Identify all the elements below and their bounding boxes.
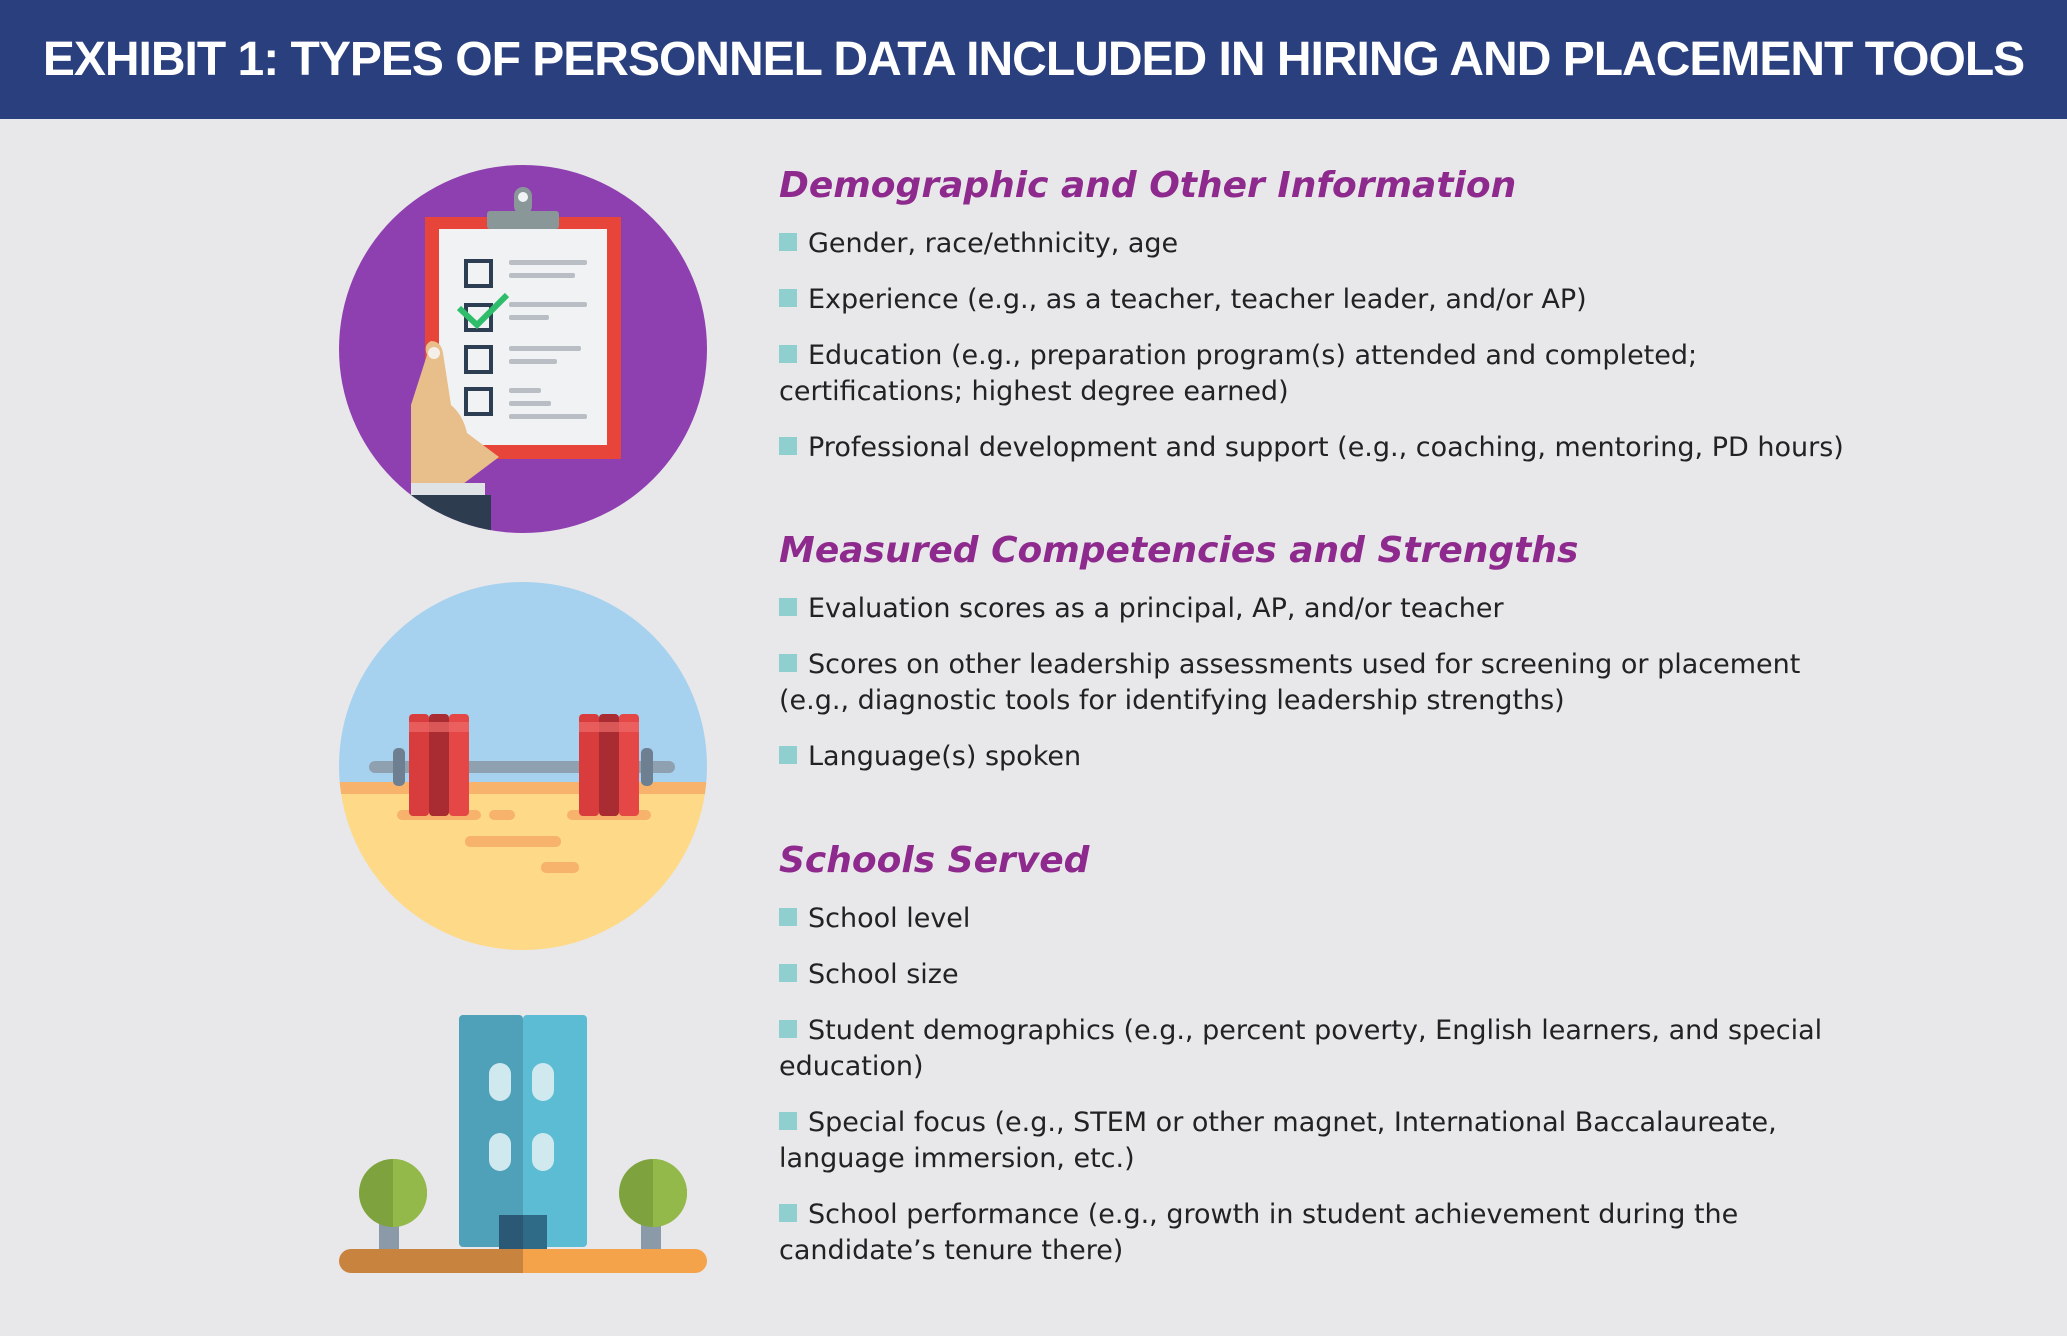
- list-item: [779, 901, 1859, 937]
- section-demographic: [779, 164, 2039, 486]
- section-schools-served: [779, 839, 2039, 1289]
- list-item-text: Student demographics (e.g., percent poverty, English learners, and special education): [779, 1015, 1823, 1082]
- barbell-icon: [339, 582, 707, 950]
- section-title: Schools Served: [779, 840, 1090, 881]
- bullet-square: [779, 654, 797, 672]
- list-item: [779, 1197, 1859, 1269]
- school-building-icon: [339, 1015, 707, 1277]
- item-list: [779, 591, 2039, 775]
- list-item: [779, 430, 1859, 466]
- bullet-square: [779, 1112, 797, 1130]
- list-item-text: School size: [808, 959, 959, 990]
- list-item-text: School level: [808, 903, 971, 934]
- list-item: [779, 338, 1859, 410]
- bullet-square: [779, 964, 797, 982]
- item-list: [779, 226, 2039, 466]
- bullet-square: [779, 437, 797, 455]
- bullet-square: [779, 233, 797, 251]
- list-item-text: Gender, race/ethnicity, age: [808, 228, 1179, 259]
- section-competencies: [779, 529, 2039, 795]
- bullet-square: [779, 908, 797, 926]
- list-item-text: Experience (e.g., as a teacher, teacher leader, and/or AP): [808, 284, 1587, 315]
- list-item-text: Education (e.g., preparation program(s) attended and completed; certifications; highest degree earned): [779, 340, 1698, 407]
- list-item-text: Special focus (e.g., STEM or other magnet, International Baccalaureate, language immersion, etc.): [779, 1107, 1777, 1174]
- item-list: [779, 901, 2039, 1269]
- bullet-square: [779, 289, 797, 307]
- list-item-text: School performance (e.g., growth in student achievement during the candidate’s tenure there): [779, 1199, 1739, 1266]
- list-item: [779, 1105, 1859, 1177]
- bullet-square: [779, 746, 797, 764]
- exhibit-header: [0, 0, 2067, 119]
- list-item-text: Evaluation scores as a principal, AP, and/or teacher: [808, 593, 1504, 624]
- list-item: [779, 226, 1859, 262]
- list-item-text: Language(s) spoken: [808, 741, 1082, 772]
- list-item: [779, 282, 1859, 318]
- section-title: Measured Competencies and Strengths: [779, 530, 1579, 571]
- list-item: [779, 591, 1859, 627]
- clipboard-checklist-icon: [339, 165, 707, 533]
- bullet-square: [779, 345, 797, 363]
- exhibit-title: EXHIBIT 1: TYPES OF PERSONNEL DATA INCLUDED IN HIRING AND PLACEMENT TOOLS: [42, 33, 2025, 86]
- bullet-square: [779, 598, 797, 616]
- bullet-square: [779, 1204, 797, 1222]
- list-item: [779, 647, 1859, 719]
- section-title: Demographic and Other Information: [779, 165, 1517, 206]
- list-item: [779, 957, 1859, 993]
- list-item-text: Scores on other leadership assessments used for screening or placement (e.g., diagnostic tools for identifying leadership strengths): [779, 649, 1801, 716]
- list-item: [779, 739, 1859, 775]
- list-item-text: Professional development and support (e.g., coaching, mentoring, PD hours): [808, 432, 1844, 463]
- list-item: [779, 1013, 1859, 1085]
- bullet-square: [779, 1020, 797, 1038]
